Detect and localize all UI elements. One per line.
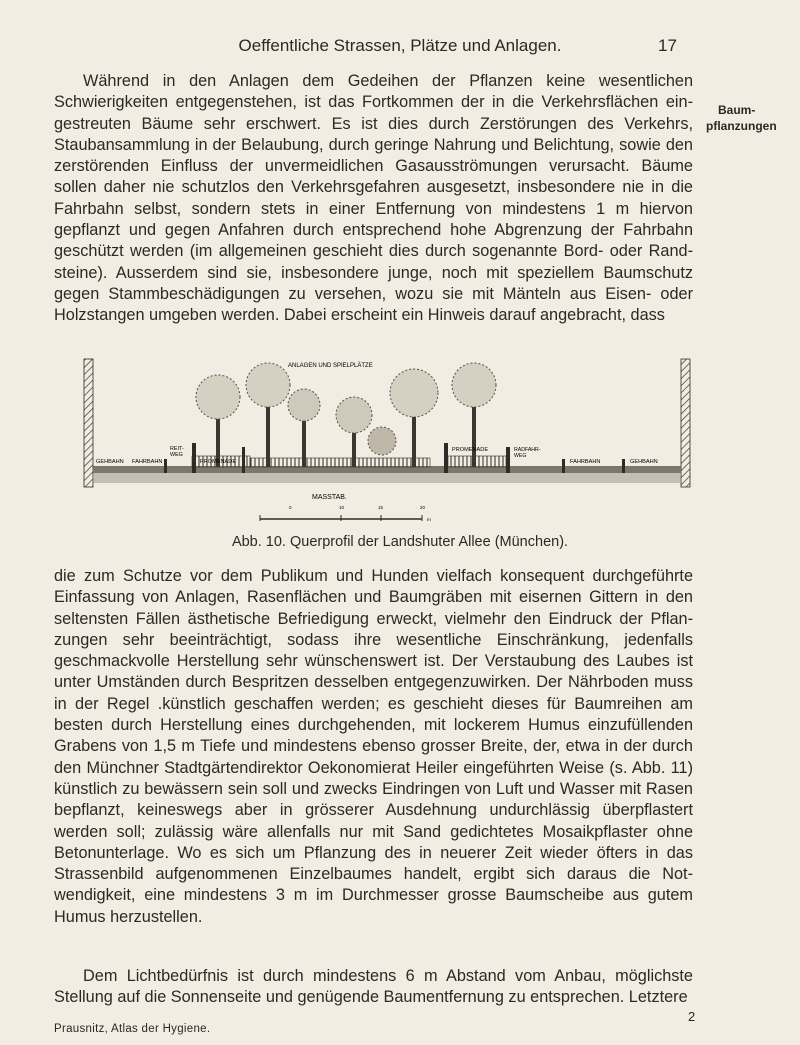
tree-crown-3 [288,389,320,421]
tree-crown-6 [452,363,496,407]
label-anlagen: ANLAGEN UND SPIELPLÄTZE [288,363,373,369]
cross-section-drawing [82,355,692,525]
label-massstab: MASSTAB. [312,494,347,501]
tree-trunk-2 [266,407,270,467]
division-post-5 [506,447,510,473]
paragraph-1: Während in den Anlagen dem Gedeihen der Pflanzen keine wesentlichen Schwierigkeiten entgegenstehen, ist das Fortkommen der in die Verkehrsflächen eingestreuten Bäume sehr erschwert. Es ist dies durch Zerstörungen des Verkehrs, Staubansammlung in der Belaubung, durch geringe Nahrung und Belichtung, sowie den zerstörenden Einfluss der unvermeidlichen Gasausströmungen verursacht. Bäume sollen daher nie schutzlos den Verkehrsgefahren ausgesetzt, insbesondere nie in die Fahrbahn selbst, sondern stets in einer Entfernung von mindestens 1 m hiervon gepflanzt und gegen Anfahren durch entsprechend hohe Abgrenzung der Fahrbahn geschützt werden (im allgemeinen geschieht dies durch sogenannte Bord- oder Randsteine). Ausserdem sind sie, insbesondere junge, noch mit speziellem Baumschutz gegen Stammbeschädigungen zu versehen, wozu sie mit Mänteln aus Eisen- oder Holzstangen umgeben werden. Dabei erscheint ein Hinweis darauf angebracht, dass [54,72,693,325]
sheet-signature-mark: 2 [688,1009,696,1024]
subsoil-band [93,473,681,483]
figure-caption: Abb. 10. Querprofil der Landshuter Allee (München). [231,534,569,550]
pavement-band [93,467,681,473]
scale-tick-15: 15 [378,505,384,510]
building-wall-right [681,359,690,487]
tree-trunk-3 [302,417,306,467]
division-post-1 [164,459,167,473]
fence-segment-3 [448,456,506,467]
tree-crown-5 [390,369,438,417]
tree-crown-4 [336,397,372,433]
footer-credit: Prausnitz, Atlas der Hygiene. [54,1023,211,1035]
label-radfahrweg: RADFAHR-WEG [514,447,541,459]
label-reitweg: REIT-WEG [170,446,184,458]
label-gehbahn-right: GEHBAHN [630,459,658,465]
running-title: Oeffentliche Strassen, Plätze und Anlagen. [238,36,562,55]
scale-tick-20: 20 [420,505,426,510]
page-number: 17 [658,36,677,55]
margin-note [706,102,777,134]
scale-tick-10: 10 [339,505,345,510]
margin-note-line-1: Baum- [718,103,756,117]
margin-note-line-2: pflanzungen [706,119,777,133]
tree-trunk-6 [472,407,476,467]
label-fahrbahn-left: FAHRBAHN [132,459,163,465]
label-promenade-left: PROMENADE [200,459,237,465]
label-fahrbahn-right: FAHRBAHN [570,459,601,465]
label-promenade-right: PROMENADE [452,447,489,453]
paragraph-2: die zum Schutze vor dem Publikum und Hunden vielfach konsequent durchgeführte Einfassung von Anlagen, Rasenflächen und Baumgräben mit eisernen Gittern in den seltensten Fällen ästhetische Befriedigung erweckt, vielmehr den Eindruck der Pflanzungen sehr beeinträchtigt, sodass ihre wesentliche Einschränkung, jedenfalls geschmackvolle Herstellung sehr wünschenswert ist. Der Verstaubung des Laubes ist unter Umständen durch Bespritzen desselben entgegenzuwirken. Der Nährboden muss in der Regel .künstlich geschaffen werden; es geschieht dieses für Baumreihen am besten durch Herstellung eines durchgehenden, mit lockerem Humus einzufüllenden Grabens von 1,5 m Tiefe und mindestens ebenso grosser Breite, der, etwa in der durch den Münchner Stadtgärtendirektor Oekonomierat Heiler eingeführten Weise (s. Abb. 11) künstlich zu bewässern sein soll und zwecks Eindringen von Luft und Wasser mit Rasen bepflanzt, keineswegs aber in grösserer Ausdehnung undurchlässig überpflastert werden soll; zulässig wäre allenfalls nur mit Sand gedichtetes Mosaikpflaster ohne Betonunterlage. Wo es sich um Pflanzung des in neuerer Zeit wieder öfters in das Strassenbild aufgenommenen Einzelbaumes handelt, ergibt sich daraus die Notwendigkeit, eine mindestens 3 m im Durchmesser grosse Baumscheibe aus gutem Humus herzustellen. [54,567,693,926]
tree-crown-2 [246,363,290,407]
division-post-4 [444,443,448,473]
fence-segment-2 [250,458,430,467]
tree-crown-1 [196,375,240,419]
tree-crown-7 [368,427,396,455]
tree-trunk-5 [412,413,416,467]
division-post-6 [562,459,565,473]
scale-tick-0: 0 [289,505,292,510]
paragraph-3: Dem Lichtbedürfnis ist durch mindestens 6 m Abstand vom Anbau, möglichste Stellung auf die Sonnenseite und genügende Baumentfernung zu entsprechen. Letztere [54,967,693,1007]
figure-cross-section [82,355,692,525]
label-gehbahn-left: GEHBAHN [96,459,124,465]
building-wall-left [84,359,93,487]
division-post-7 [622,459,625,473]
scale-unit: m [427,517,431,522]
